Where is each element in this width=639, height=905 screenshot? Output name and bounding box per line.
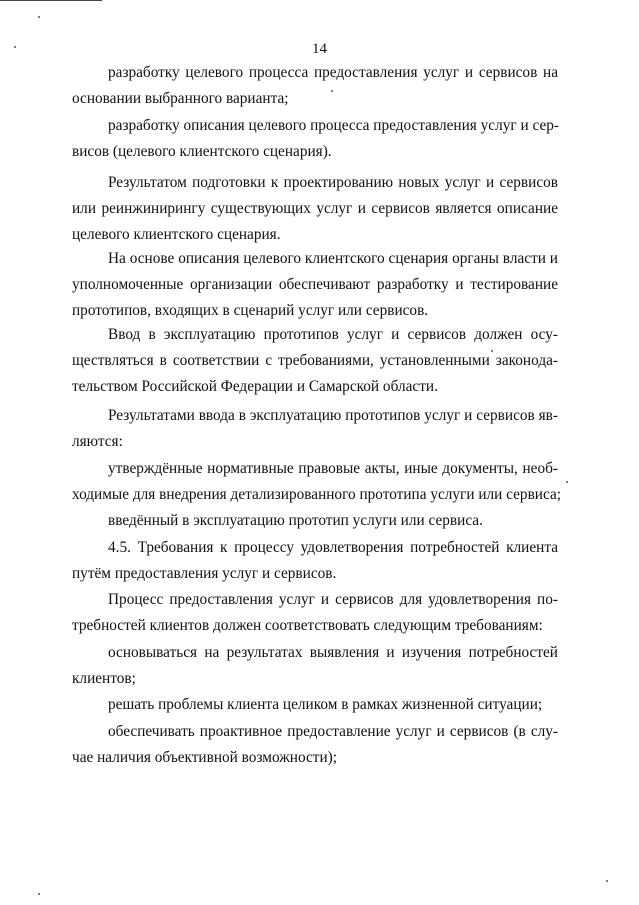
text-line: ляются: [72, 433, 123, 450]
text-line: ществляться в соответствии с требованиями, установленными законода- [72, 352, 558, 369]
scan-speck [38, 893, 40, 895]
text-line: разработку целевого процесса предоставления услуг и сервисов на [108, 64, 558, 81]
text-line: основании выбранного варианта; [72, 90, 289, 107]
scan-edge-line [0, 0, 102, 1]
paragraph [72, 113, 558, 165]
text-line: или реинжинирингу существующих услуг и сервисов является описание [72, 200, 558, 217]
page-number: 14 [312, 41, 327, 57]
text-line: обеспечивать проактивное предоставление услуг и сервисов (в слу- [108, 723, 558, 740]
text-line: путём предоставления услуг и сервисов. [72, 565, 337, 582]
paragraph [72, 170, 558, 248]
paragraph [72, 403, 558, 455]
text-line: решать проблемы клиента целиком в рамках жизненной ситуации; [108, 696, 543, 713]
text-line: разработку описания целевого процесса предоставления услуг и сер- [108, 117, 559, 134]
scan-speck [38, 16, 40, 18]
paragraph [72, 535, 558, 587]
text-line: На основе описания целевого клиентского сценария органы власти и [108, 250, 558, 267]
text-line: Результатом подготовки к проектированию новых услуг и сервисов [108, 174, 558, 191]
text-line: клиентов; [72, 670, 136, 687]
scan-speck [566, 481, 568, 483]
paragraph [72, 246, 558, 324]
text-line: уполномоченные организации обеспечивают разработку и тестирование [72, 276, 558, 293]
paragraph [72, 60, 558, 112]
paragraph [72, 322, 558, 400]
text-line: Ввод в эксплуатацию прототипов услуг и сервисов должен осу- [108, 326, 558, 343]
text-line: Результатами ввода в эксплуатацию прототипов услуг и сервисов яв- [108, 407, 558, 424]
text-line: чае наличия объективной возможности); [72, 749, 338, 766]
paragraph [72, 587, 558, 639]
text-line: целевого клиентского сценария. [72, 226, 281, 243]
paragraph [72, 719, 558, 771]
paragraph [72, 508, 558, 534]
paragraph [72, 640, 558, 692]
text-line: Процесс предоставления услуг и сервисов для удовлетворения по- [108, 591, 558, 608]
scan-speck [606, 880, 608, 882]
paragraph [72, 692, 558, 718]
text-line: требностей клиентов должен соответствовать следующим требованиям: [72, 617, 543, 634]
paragraph [72, 456, 562, 508]
text-line: прототипов, входящих в сценарий услуг или сервисов. [72, 302, 429, 319]
text-line: введённый в эксплуатацию прототип услуги или сервиса. [108, 512, 483, 529]
text-line: тельством Российской Федерации и Самарской области. [72, 378, 438, 395]
text-line: основываться на результатах выявления и изучения потребностей [108, 644, 558, 661]
text-line: ходимые для внедрения детализированного прототипа услуги или сервиса; [72, 486, 562, 503]
text-line: висов (целевого клиентского сценария). [72, 143, 332, 160]
text-line: утверждённые нормативные правовые акты, иные документы, необ- [108, 460, 558, 477]
text-line: 4.5. Требования к процессу удовлетворения потребностей клиента [108, 539, 558, 556]
